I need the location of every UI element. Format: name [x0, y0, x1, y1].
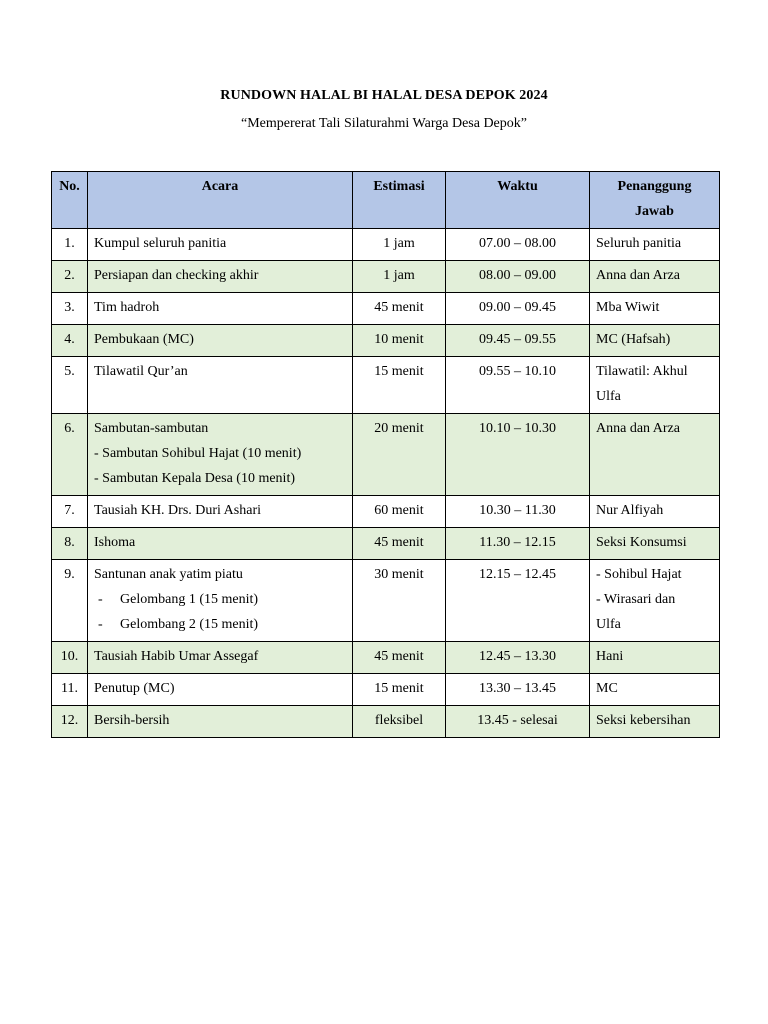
table-row — [52, 229, 720, 261]
cell-no: 1. — [52, 229, 88, 261]
table-row — [52, 414, 720, 496]
header-estimasi: Estimasi — [353, 172, 446, 229]
header-no: No. — [52, 172, 88, 229]
pj-line: Tilawatil: Akhul — [596, 364, 688, 379]
cell-penanggung-jawab: Seksi Konsumsi — [590, 528, 720, 560]
cell-acara: Kumpul seluruh panitia — [88, 229, 353, 261]
acara-bullet-text: Gelombang 1 (15 menit) — [120, 592, 259, 607]
header-pj-line2: Jawab — [635, 204, 674, 219]
table-row — [52, 293, 720, 325]
cell-waktu: 07.00 – 08.00 — [446, 229, 590, 261]
cell-estimasi: 45 menit — [353, 293, 446, 325]
cell-acara: Pembukaan (MC) — [88, 325, 353, 357]
cell-waktu: 12.45 – 13.30 — [446, 642, 590, 674]
acara-line: - Sambutan Kepala Desa (10 menit) — [94, 471, 295, 486]
cell-estimasi: 1 jam — [353, 229, 446, 261]
cell-penanggung-jawab: Anna dan Arza — [590, 261, 720, 293]
cell-acara: Ishoma — [88, 528, 353, 560]
cell-penanggung-jawab: Seksi kebersihan — [590, 706, 720, 738]
dash-bullet: - — [98, 592, 103, 607]
cell-waktu: 10.10 – 10.30 — [446, 414, 590, 496]
cell-acara: Bersih-bersih — [88, 706, 353, 738]
pj-line: - Wirasari dan — [596, 592, 676, 607]
cell-estimasi: 20 menit — [353, 414, 446, 496]
table-row — [52, 674, 720, 706]
table-row — [52, 560, 720, 642]
cell-penanggung-jawab: Anna dan Arza — [590, 414, 720, 496]
cell-acara: Persiapan dan checking akhir — [88, 261, 353, 293]
table-row — [52, 261, 720, 293]
cell-acara — [88, 414, 353, 496]
cell-penanggung-jawab: MC — [590, 674, 720, 706]
cell-acara: Tilawatil Qur’an — [88, 357, 353, 414]
cell-estimasi: 15 menit — [353, 674, 446, 706]
cell-waktu: 09.55 – 10.10 — [446, 357, 590, 414]
table-row — [52, 325, 720, 357]
acara-line: Santunan anak yatim piatu — [94, 567, 243, 582]
cell-waktu: 13.45 - selesai — [446, 706, 590, 738]
acara-bullet-item — [94, 612, 346, 637]
cell-waktu: 08.00 – 09.00 — [446, 261, 590, 293]
cell-no: 6. — [52, 414, 88, 496]
cell-no: 5. — [52, 357, 88, 414]
header-pj-line1: Penanggung — [617, 179, 692, 194]
table-row — [52, 706, 720, 738]
cell-acara: Tausiah KH. Drs. Duri Ashari — [88, 496, 353, 528]
cell-acara: Penutup (MC) — [88, 674, 353, 706]
cell-waktu: 10.30 – 11.30 — [446, 496, 590, 528]
cell-penanggung-jawab: Seluruh panitia — [590, 229, 720, 261]
cell-estimasi: 10 menit — [353, 325, 446, 357]
document-title: RUNDOWN HALAL BI HALAL DESA DEPOK 2024 — [220, 88, 548, 103]
table-row — [52, 357, 720, 414]
cell-penanggung-jawab: MC (Hafsah) — [590, 325, 720, 357]
cell-waktu: 11.30 – 12.15 — [446, 528, 590, 560]
rundown-table — [51, 171, 720, 738]
acara-bullet-item — [94, 587, 346, 612]
cell-no: 3. — [52, 293, 88, 325]
pj-line: Ulfa — [596, 617, 621, 632]
cell-waktu: 13.30 – 13.45 — [446, 674, 590, 706]
table-row — [52, 642, 720, 674]
cell-no: 7. — [52, 496, 88, 528]
cell-no: 11. — [52, 674, 88, 706]
table-row — [52, 496, 720, 528]
header-waktu: Waktu — [446, 172, 590, 229]
cell-penanggung-jawab: Mba Wiwit — [590, 293, 720, 325]
cell-waktu: 09.45 – 09.55 — [446, 325, 590, 357]
header-acara: Acara — [88, 172, 353, 229]
table-row — [52, 528, 720, 560]
cell-no: 4. — [52, 325, 88, 357]
acara-line: - Sambutan Sohibul Hajat (10 menit) — [94, 446, 302, 461]
cell-estimasi: fleksibel — [353, 706, 446, 738]
cell-no: 9. — [52, 560, 88, 642]
cell-estimasi: 1 jam — [353, 261, 446, 293]
table-header-row — [52, 172, 720, 229]
header-penanggung-jawab — [590, 172, 720, 229]
cell-estimasi: 15 menit — [353, 357, 446, 414]
cell-no: 8. — [52, 528, 88, 560]
cell-no: 10. — [52, 642, 88, 674]
cell-penanggung-jawab — [590, 357, 720, 414]
cell-acara — [88, 560, 353, 642]
cell-penanggung-jawab — [590, 560, 720, 642]
cell-estimasi: 45 menit — [353, 642, 446, 674]
cell-penanggung-jawab: Hani — [590, 642, 720, 674]
acara-bullet-text: Gelombang 2 (15 menit) — [120, 617, 259, 632]
cell-no: 12. — [52, 706, 88, 738]
cell-estimasi: 60 menit — [353, 496, 446, 528]
cell-no: 2. — [52, 261, 88, 293]
dash-bullet: - — [98, 617, 103, 632]
acara-line: Sambutan-sambutan — [94, 421, 209, 436]
cell-waktu: 12.15 – 12.45 — [446, 560, 590, 642]
cell-estimasi: 45 menit — [353, 528, 446, 560]
pj-line: - Sohibul Hajat — [596, 567, 682, 582]
pj-line: Ulfa — [596, 389, 621, 404]
document-subtitle: “Mempererat Tali Silaturahmi Warga Desa Depok” — [241, 116, 527, 131]
cell-acara: Tim hadroh — [88, 293, 353, 325]
cell-estimasi: 30 menit — [353, 560, 446, 642]
cell-acara: Tausiah Habib Umar Assegaf — [88, 642, 353, 674]
cell-waktu: 09.00 – 09.45 — [446, 293, 590, 325]
cell-penanggung-jawab: Nur Alfiyah — [590, 496, 720, 528]
